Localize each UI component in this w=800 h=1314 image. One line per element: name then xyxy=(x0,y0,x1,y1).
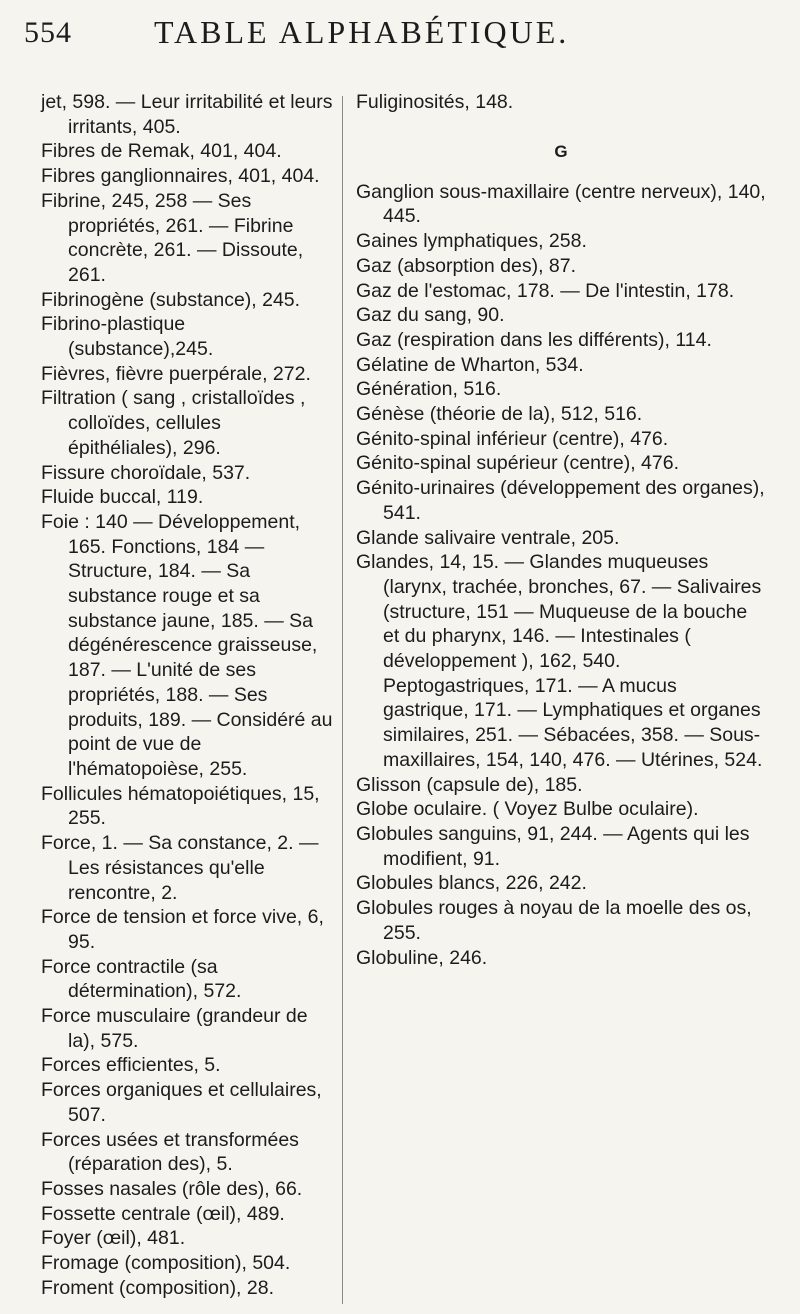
index-entry: Foyer (œil), 481. xyxy=(41,1227,186,1250)
index-entry: Fromage (composition), 504. xyxy=(41,1252,291,1275)
index-entry: Follicules hématopoiétiques, 15, 255. xyxy=(41,782,320,830)
right-column-before-section xyxy=(356,90,766,115)
index-entry: jet, 598. — Leur irritabilité et leurs irritants, 405. xyxy=(41,91,333,138)
index-entry: Filtration ( sang , cristalloïdes , colloïdes, cellules épithéliales), 296. xyxy=(41,387,306,459)
index-entry: Globuline, 246. xyxy=(356,946,488,969)
index-entry: Glande salivaire ventrale, 205. xyxy=(356,526,620,549)
index-entry: Globules sanguins, 91, 244. — Agents qui les modifient, 91. xyxy=(356,822,750,870)
index-entry: Glisson (capsule de), 185. xyxy=(356,773,583,796)
index-entry: Fossette centrale (œil), 489. xyxy=(41,1202,285,1225)
index-entry: Fuliginosités, 148. xyxy=(356,91,514,113)
running-title: TABLE ALPHABÉTIQUE. xyxy=(154,14,570,50)
section-letter-heading: G xyxy=(554,141,568,161)
index-entry: Gaines lymphatiques, 258. xyxy=(356,230,587,253)
index-entry: Gaz (respiration dans les différents), 114. xyxy=(356,328,712,351)
index-entry: Fibres ganglionnaires, 401, 404. xyxy=(41,165,320,188)
index-entry: Glandes, 14, 15. — Glandes muqueuses (larynx, trachée, bronches, 67. — Salivaires (structure, 151 — Muqueuse de la bouche et du pharynx, 146. — Intestinales ( développement ), 162, 540. Peptogastriques, 171. — A mucus gastrique, 171. — Lymphatiques et organes similaires, 251. — Sébacées, 358. — Sous-maxillaires, 154, 140, 476. — Utérines, 524. xyxy=(356,551,763,771)
index-entry: Force contractile (sa détermination), 572. xyxy=(41,955,242,1003)
left-column xyxy=(41,90,335,1300)
index-entry: Ganglion sous-maxillaire (centre nerveux), 140, 445. xyxy=(356,180,766,228)
index-entry: Froment (composition), 28. xyxy=(41,1276,275,1299)
page-number: 554 xyxy=(24,16,72,49)
index-entry: Globules blancs, 226, 242. xyxy=(356,872,587,895)
page-header xyxy=(24,8,784,58)
index-entry: Forces organiques et cellulaires, 507. xyxy=(41,1079,322,1126)
index-entry: Forces efficientes, 5. xyxy=(41,1054,221,1077)
index-entry: Globe oculaire. ( Voyez Bulbe oculaire). xyxy=(356,798,699,821)
right-column xyxy=(356,90,766,970)
index-entry: Fibres de Remak, 401, 404. xyxy=(41,140,282,163)
index-entry: Fibrino-plastique (substance),245. xyxy=(41,313,214,361)
column-divider xyxy=(342,96,343,1304)
index-entry: Génito-spinal inférieur (centre), 476. xyxy=(356,427,669,450)
index-entry: Fosses nasales (rôle des), 66. xyxy=(41,1177,303,1200)
index-entry: Génèse (théorie de la), 512, 516. xyxy=(356,403,643,426)
index-entry: Gaz (absorption des), 87. xyxy=(356,254,577,277)
index-entry: Fluide buccal, 119. xyxy=(41,486,204,509)
index-entry: Génito-urinaires (développement des organes), 541. xyxy=(356,477,765,524)
index-entry: Forces usées et transformées (réparation des), 5. xyxy=(41,1128,299,1176)
right-column-after-section xyxy=(356,180,766,971)
index-entry: Génito-spinal supérieur (centre), 476. xyxy=(356,452,679,475)
index-entry: Gélatine de Wharton, 534. xyxy=(356,353,584,376)
index-entry: Génération, 516. xyxy=(356,378,502,401)
index-entry: Foie : 140 — Développement, 165. Fonctions, 184 — Structure, 184. — Sa substance rouge et sa substance jaune, 185. — Sa dégénérescence graisseuse, 187. — L'unité de ses propriétés, 188. — Ses produits, 189. — Considéré au point de vue de l'hématopoièse, 255. xyxy=(41,510,333,780)
index-entry: Globules rouges à noyau de la moelle des os, 255. xyxy=(356,897,752,944)
index-entry: Force de tension et force vive, 6, 95. xyxy=(41,906,324,953)
index-entry: Fibrine, 245, 258 — Ses propriétés, 261. — Fibrine concrète, 261. — Dissoute, 261. xyxy=(41,189,304,286)
index-entry: Fibrinogène (substance), 245. xyxy=(41,288,301,311)
index-entry: Fissure choroïdale, 537. xyxy=(41,461,251,484)
index-entry: Gaz de l'estomac, 178. — De l'intestin, 178. xyxy=(356,279,735,302)
index-entry: Fièvres, fièvre puerpérale, 272. xyxy=(41,362,311,385)
index-entry: Force, 1. — Sa constance, 2. — Les résistances qu'elle rencontre, 2. xyxy=(41,832,319,904)
index-entry: Gaz du sang, 90. xyxy=(356,304,505,327)
index-entry: Force musculaire (grandeur de la), 575. xyxy=(41,1005,308,1052)
